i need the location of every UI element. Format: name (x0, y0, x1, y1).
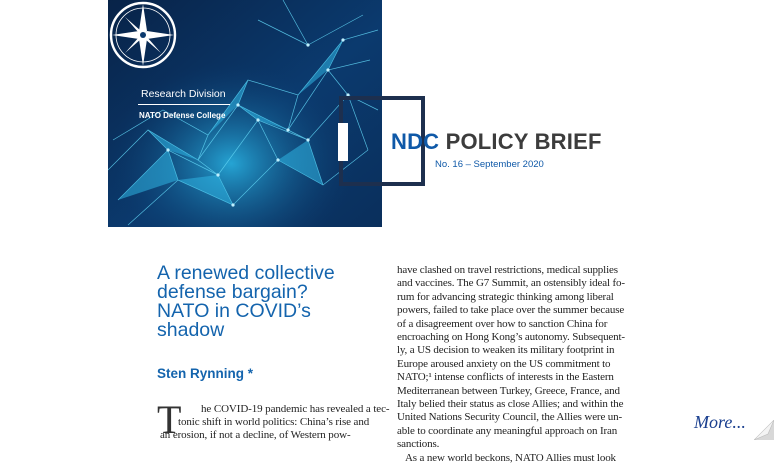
more-link[interactable]: More... (694, 412, 746, 432)
intro-line: he COVID-19 pandemic has revealed a tec- (201, 403, 390, 415)
nato-compass-logo-icon (108, 0, 178, 70)
body-line: sanctions. (397, 438, 440, 451)
body-column-right (397, 264, 625, 465)
intro-line: an erosion, if not a decline, of Western pow- (160, 429, 351, 441)
body-line: of a disagreement over how to sanction China for (397, 317, 608, 330)
body-line: rum for advancing strategic thinking among liberal (397, 290, 614, 303)
article-title-line: NATO in COVID’s (157, 300, 311, 322)
body-line: ly, a US decision to weaken its military footprint in (397, 344, 615, 357)
brief-title (391, 129, 602, 155)
body-line: able to coordinate any meaningful approach on Iran (397, 424, 618, 437)
brief-title-ndc: NDC (391, 129, 440, 154)
body-line: powers, failed to take place over the summer because (397, 304, 625, 317)
body-line: Mediterranean between Turkey, Greece, France, and (397, 384, 620, 397)
intro-line: tonic shift in world politics: China’s rise and (178, 416, 370, 428)
body-line: and vaccines. The G7 Summit, an ostensibly ideal fo- (397, 277, 625, 290)
divider (138, 104, 230, 105)
body-line: encroaching on Hong Kong’s autonomy. Subsequent- (397, 331, 625, 344)
article-title-line: defense bargain? (157, 281, 308, 303)
body-line: As a new world beckons, NATO Allies must look (405, 451, 616, 464)
issue-number: No. 16 – September 2020 (435, 159, 544, 170)
body-line: Europe aroused anxiety on the US commitment to (397, 357, 611, 370)
article-title-line: shadow (157, 319, 225, 341)
body-line: NATO;¹ intense conflicts of interests in the Eastern (397, 371, 614, 384)
college-label: NATO Defense College (139, 111, 226, 120)
article-title (157, 264, 367, 340)
body-line: United Nations Security Council, the Allies were un- (397, 411, 622, 424)
body-line: Italy belied their status as close Allies; and within the (397, 398, 624, 411)
page-curl-icon[interactable] (754, 420, 774, 440)
author-name: Sten Rynning * (157, 366, 254, 381)
research-division-label: Research Division (141, 88, 226, 100)
body-line: have clashed on travel restrictions, medical supplies (397, 264, 618, 276)
drop-cap: T (157, 397, 182, 442)
title-frame-gap (338, 123, 348, 161)
article-title-line: A renewed collective (157, 262, 335, 284)
brief-title-policy-brief: POLICY BRIEF (445, 129, 602, 154)
